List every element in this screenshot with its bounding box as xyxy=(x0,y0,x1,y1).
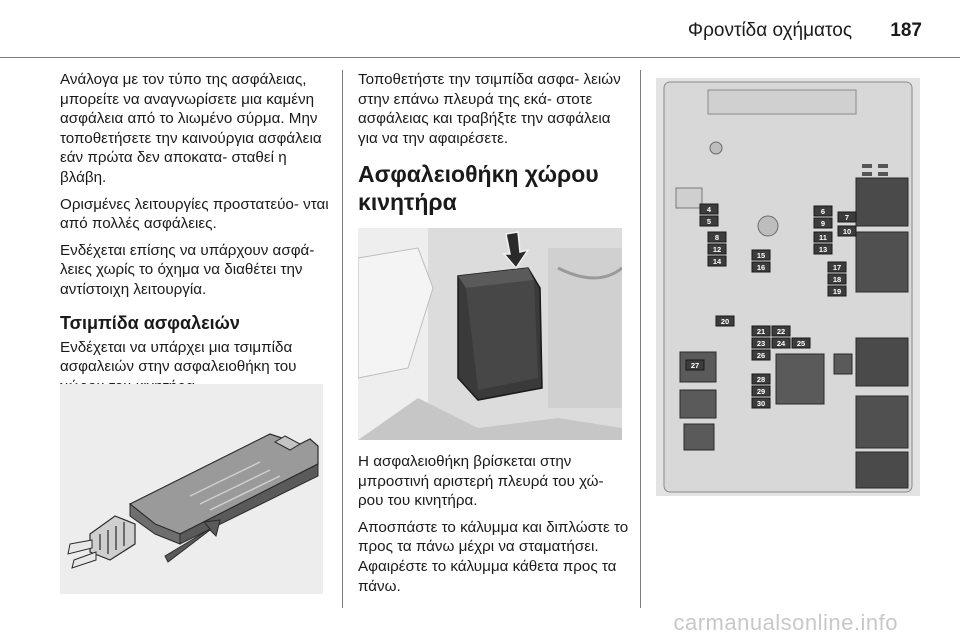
fusebox-diagram xyxy=(656,78,920,496)
fuse-label-21: 21 xyxy=(756,327,766,336)
fuse-extractor-tool xyxy=(130,434,318,544)
relay-1 xyxy=(856,178,908,226)
fuse-label-19: 19 xyxy=(832,287,842,296)
fuse-label-20: 20 xyxy=(720,317,730,326)
fuse-label-24: 24 xyxy=(776,339,786,348)
page-number: 187 xyxy=(890,20,922,41)
fuse-label-14: 14 xyxy=(712,257,722,266)
fuse-label-17: 17 xyxy=(832,263,842,272)
chapter-title: Φροντίδα οχήματος xyxy=(687,20,852,41)
relay-7 xyxy=(680,390,716,418)
extractor-usage-text: Τοποθετήστε την τσιμπίδα ασφα- λειών στην επάνω πλευρά της εκά- στοτε ασφάλειας και τραβήξτε την ασφάλεια για να την αφαιρέσετε. xyxy=(358,71,621,147)
fuse-label-23: 23 xyxy=(756,339,766,348)
fuse-label-9: 9 xyxy=(820,219,826,228)
fuse-label-8: 8 xyxy=(714,233,720,242)
fusebox-cover xyxy=(458,268,542,400)
fuse-label-11: 11 xyxy=(819,233,827,242)
fuse-extractor-illustration xyxy=(60,384,323,594)
fuse-extractor-text: Ενδέχεται να υπάρχει μια τσιμπίδα ασφαλειών στην ασφαλειοθήκη του xyxy=(60,338,297,376)
fuse-label-10: 10 xyxy=(842,227,852,236)
fuse-label-7: 7 xyxy=(844,213,850,222)
fuse-label-29: 29 xyxy=(756,387,766,396)
paragraph-blown-fuse: Ανάλογα με τον τύπο της ασφάλειας, μπορείτε να αναγνωρίσετε μια καμένη ασφάλεια από το λιωμένο σύρμα. Μην τοποθετήσετε την καινούργια ασφάλεια εάν πρώτα δεν αποκατα- σταθεί η βλάβη. xyxy=(60,71,322,186)
page-header xyxy=(0,0,960,58)
relay-2 xyxy=(856,232,908,292)
watermark: carmanualsonline.info xyxy=(673,610,898,635)
fuse-label-16: 16 xyxy=(756,263,766,272)
fuse-extractor-heading: Τσιμπίδα ασφαλειών xyxy=(60,312,240,333)
cover-removal-text: Αποσπάστε το κάλυμμα και διπλώστε το προς τα πάνω μέχρι να σταματήσει. Αφαιρέστε το κάλυμμα κάθετα προς τα πάνω. xyxy=(358,518,629,595)
relay-8 xyxy=(684,424,714,450)
relay-5 xyxy=(856,452,908,488)
left-column xyxy=(60,70,330,403)
middle-column xyxy=(358,70,630,228)
fuse-label-28: 28 xyxy=(756,375,766,384)
relay-3 xyxy=(856,338,908,386)
fuse-label-30: 30 xyxy=(756,399,766,408)
fuse-label-4: 4 xyxy=(706,205,712,214)
paragraph-multiple-fuses: Ορισμένες λειτουργίες προστατεύο- νται από πολλές ασφάλειες. xyxy=(60,195,329,233)
fuse-label-13: 13 xyxy=(818,245,828,254)
fuse-label-5: 5 xyxy=(706,217,712,226)
fuse-label-25: 25 xyxy=(796,339,806,348)
relay-10 xyxy=(834,354,852,374)
engine-compartment-photo xyxy=(358,228,622,440)
fuse-label-15: 15 xyxy=(756,251,766,260)
relay-9 xyxy=(776,354,824,404)
fuse-label-22: 22 xyxy=(776,327,786,336)
engine-fusebox-heading: Ασφαλειοθήκη χώρου κινητήρα xyxy=(358,161,599,216)
column-divider-right xyxy=(640,70,641,608)
middle-column-bottom xyxy=(358,452,630,603)
relay-4 xyxy=(856,396,908,448)
fusebox-location-text: Η ασφαλειοθήκη βρίσκεται στην μπροστινή αριστερή πλευρά του χώ- ρου του κινητήρα. xyxy=(358,453,604,510)
fuse-part xyxy=(68,516,135,568)
fuse-label-12: 12 xyxy=(712,245,722,254)
paragraph-extra-fuses: Ενδέχεται επίσης να υπάρχουν ασφά- λειες χωρίς το όχημα να διαθέτει την αντίστοιχη λειτουργία. xyxy=(60,241,315,298)
fuse-label-6: 6 xyxy=(820,207,826,216)
header-rule xyxy=(0,57,960,58)
fuse-label-18: 18 xyxy=(832,275,842,284)
fuse-label-26: 26 xyxy=(756,351,766,360)
column-divider-left xyxy=(342,70,343,608)
fuse-label-27: 27 xyxy=(690,361,700,370)
